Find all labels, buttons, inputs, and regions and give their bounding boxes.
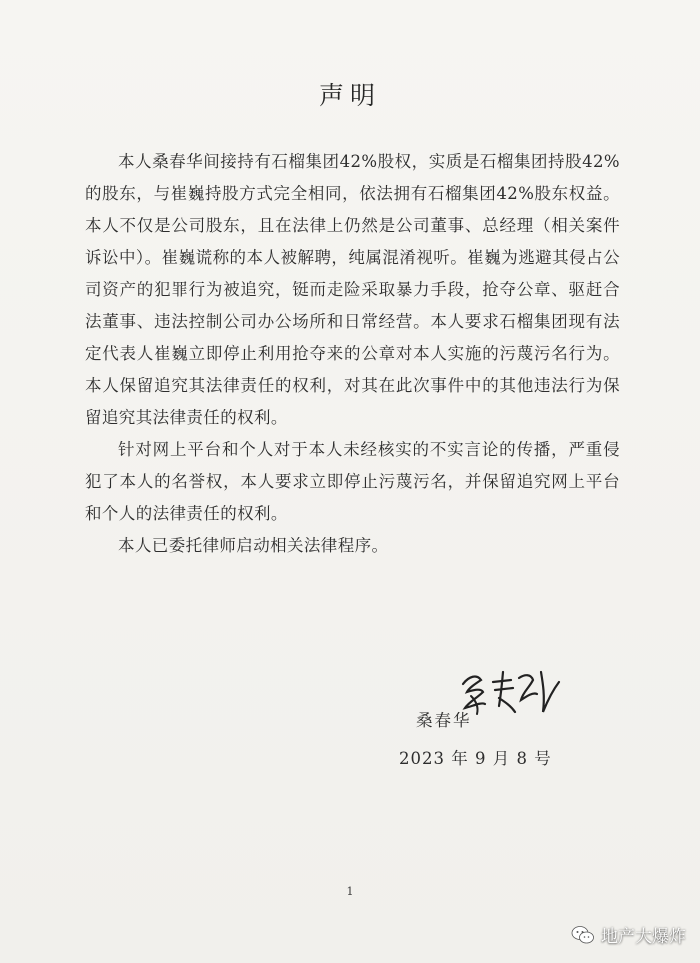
paragraph-2: 针对网上平台和个人对于本人未经核实的不实言论的传播，严重侵犯了本人的名誉权，本人要求立即停止污蔑污名，并保留追究网上平台和个人的法律责任的权利。 — [85, 440, 620, 523]
statement-body — [85, 146, 620, 562]
handwritten-signature — [455, 662, 565, 722]
watermark-text: 地产大爆炸 — [601, 927, 686, 947]
page-number: 1 — [346, 885, 354, 898]
statement-date: 2023 年 9 月 8 号 — [399, 749, 552, 768]
paragraph-3: 本人已委托律师启动相关法律程序。 — [118, 536, 389, 555]
document-title: 声明 — [318, 81, 381, 110]
signatory-name: 桑春华 — [416, 711, 472, 730]
wechat-icon — [571, 925, 595, 945]
paragraph-1: 本人桑春华间接持有石榴集团42%股权，实质是石榴集团持股42%的股东，与崔巍持股方式完全相同，依法拥有石榴集团42%股东权益。本人不仅是公司股东，且在法律上仍然是公司董事、总经理（相关案件诉讼中）。崔巍谎称的本人被解聘，纯属混淆视听。崔巍为逃避其侵占公司资产的犯罪行为被追究，铤而走险采取暴力手段，抢夺公章、驱赶合法董事、违法控制公司办公场所和日常经营。本人要求石榴集团现有法定代表人崔巍立即停止利用抢夺来的公章对本人实施的污蔑污名行为。本人保留追究其法律责任的权利，对其在此次事件中的其他违法行为保留追究其法律责任的权利。 — [85, 152, 620, 427]
watermark — [571, 922, 686, 947]
